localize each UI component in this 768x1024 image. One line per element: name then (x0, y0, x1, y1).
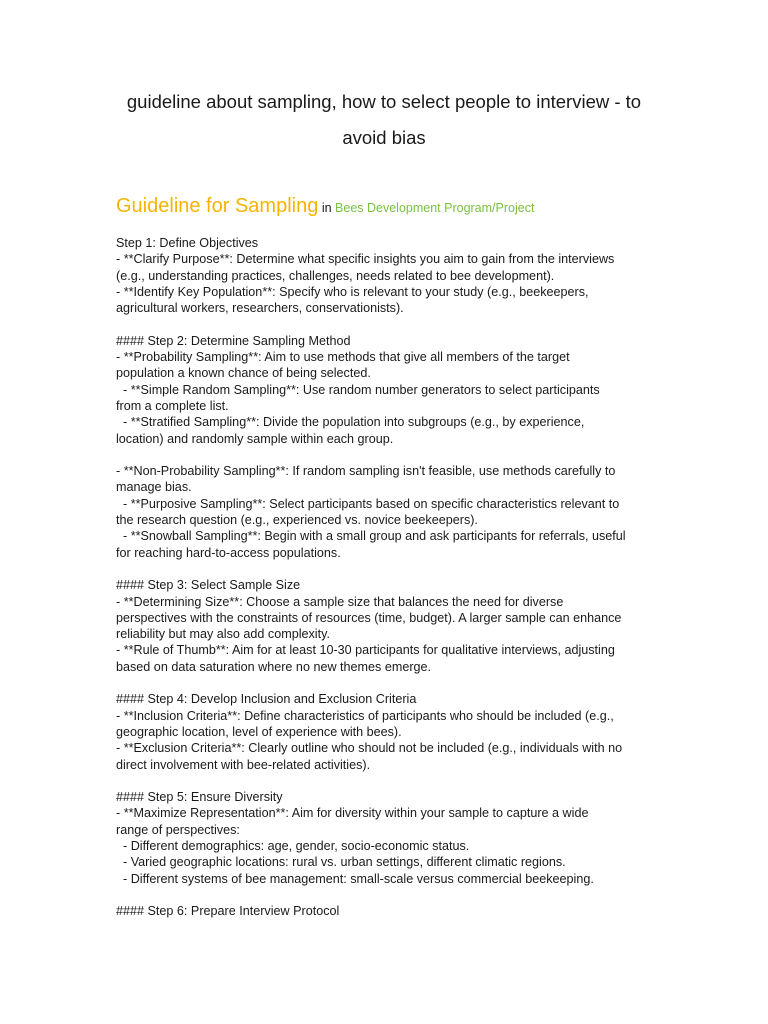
body-line: agricultural workers, researchers, conservationists). (116, 301, 404, 316)
body-line: - **Simple Random Sampling**: Use random number generators to select participants (116, 382, 600, 397)
body-line (116, 887, 661, 903)
document-title: guideline about sampling, how to select people to interview - to avoid bias (126, 91, 642, 148)
body-line: from a complete list. (116, 398, 229, 413)
body-line: - **Non-Probability Sampling**: If random sampling isn't feasible, use methods carefully to (116, 464, 616, 479)
body-line: #### Step 2: Determine Sampling Method (116, 333, 351, 348)
body-line: population a known chance of being selected. (116, 366, 371, 381)
body-line: - Varied geographic locations: rural vs. urban settings, different climatic regions. (116, 855, 566, 870)
document-body (116, 235, 661, 919)
body-line: reliability but may also add complexity. (116, 627, 330, 642)
body-line: manage bias. (116, 480, 192, 495)
body-line: - Different systems of bee management: small-scale versus commercial beekeeping. (116, 871, 594, 886)
body-line: - **Rule of Thumb**: Aim for at least 10-30 participants for qualitative interviews, adjusting (116, 643, 615, 658)
body-line: - **Clarify Purpose**: Determine what specific insights you aim to gain from the interviews (116, 252, 615, 267)
body-line: Step 1: Define Objectives (116, 236, 259, 250)
body-line: #### Step 6: Prepare Interview Protocol (116, 904, 340, 919)
body-line: #### Step 5: Ensure Diversity (116, 790, 283, 805)
body-line: #### Step 4: Develop Inclusion and Exclusion Criteria (116, 692, 417, 707)
body-line: geographic location, level of experience with bees). (116, 724, 402, 739)
body-line: - **Snowball Sampling**: Begin with a small group and ask participants for referrals, useful (116, 529, 626, 544)
body-line (116, 316, 661, 332)
guideline-heading (116, 191, 534, 219)
body-line: based on data saturation where no new themes emerge. (116, 659, 432, 674)
body-line: location) and randomly sample within each group. (116, 431, 394, 446)
body-line: - **Purposive Sampling**: Select participants based on specific characteristics relevant to (116, 496, 620, 511)
body-line: for reaching hard-to-access populations. (116, 545, 341, 560)
body-line: - **Identify Key Population**: Specify who is relevant to your study (e.g., beekeepers, (116, 284, 589, 299)
body-line: - **Maximize Representation**: Aim for diversity within your sample to capture a wide (116, 806, 589, 821)
body-line: - Different demographics: age, gender, socio-economic status. (116, 838, 470, 853)
guideline-heading-project: Bees Development Program/Project (335, 201, 535, 215)
body-line (116, 773, 661, 789)
body-line: - **Exclusion Criteria**: Clearly outline who should not be included (e.g., individuals with no (116, 741, 623, 756)
body-line (116, 561, 661, 577)
guideline-heading-connector: in (318, 201, 336, 215)
body-line: - **Probability Sampling**: Aim to use methods that give all members of the target (116, 350, 570, 365)
body-line: direct involvement with bee-related activities). (116, 757, 371, 772)
body-line: #### Step 3: Select Sample Size (116, 578, 301, 593)
body-line: - **Determining Size**: Choose a sample size that balances the need for diverse (116, 594, 564, 609)
body-line: range of perspectives: (116, 822, 240, 837)
body-line: - **Stratified Sampling**: Divide the population into subgroups (e.g., by experience, (116, 415, 585, 430)
guideline-heading-main: Guideline for Sampling (116, 195, 319, 217)
body-line: the research question (e.g., experienced vs. novice beekeepers). (116, 513, 478, 528)
body-line (116, 447, 661, 463)
body-line: perspectives with the constraints of resources (time, budget). A larger sample can enhance (116, 610, 622, 625)
body-line: - **Inclusion Criteria**: Define characteristics of participants who should be included (e.g., (116, 708, 614, 723)
body-line: (e.g., understanding practices, challenges, needs related to bee development). (116, 268, 555, 283)
body-line (116, 675, 661, 691)
